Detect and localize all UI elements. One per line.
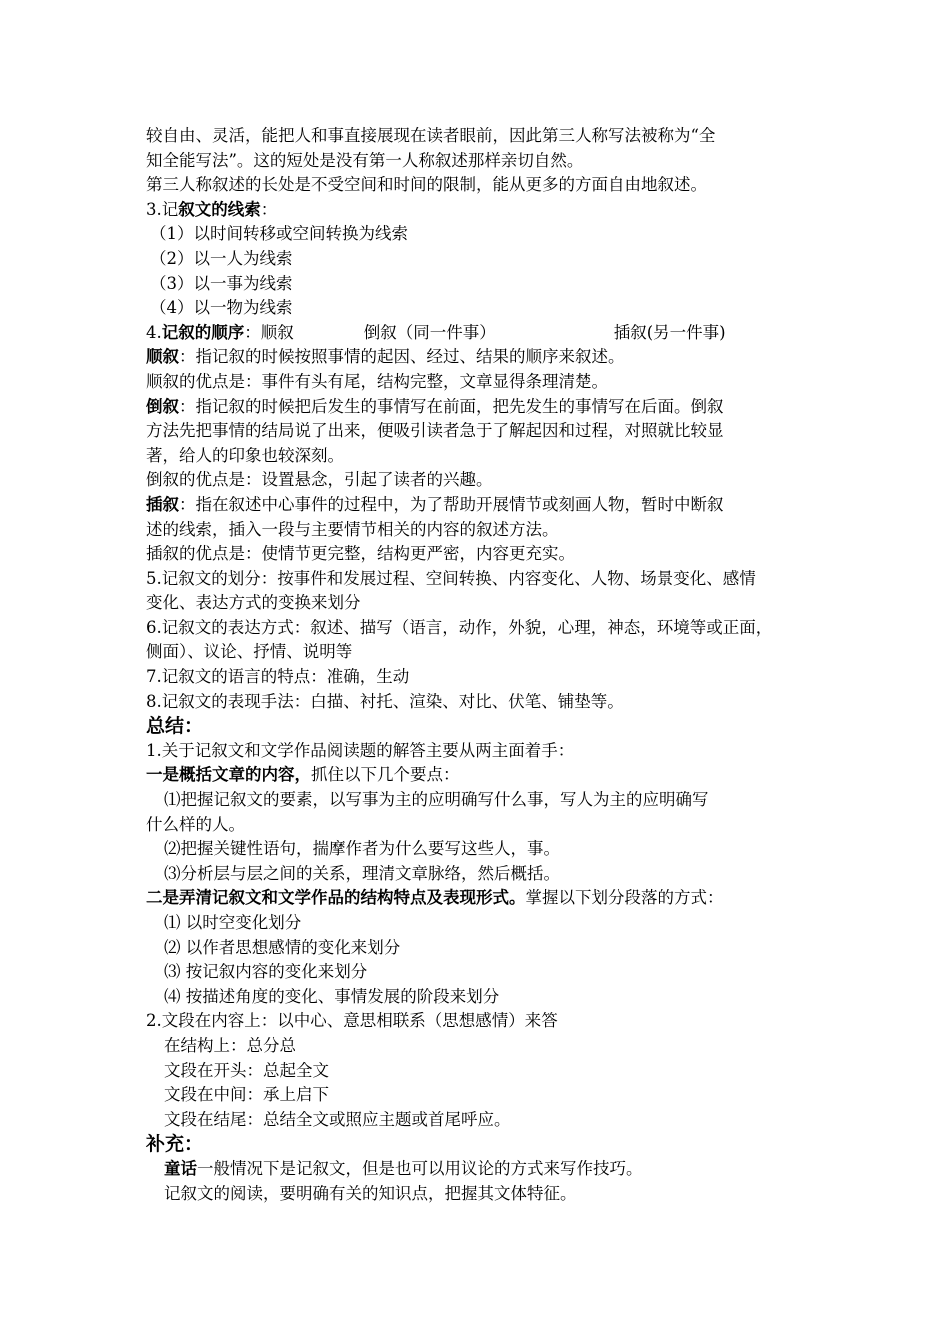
shunxu-definition <box>146 345 816 370</box>
summary-point-1: 1.关于记叙文和文学作品阅读题的解答主要从两主面着手： <box>146 740 575 760</box>
shunxu-merit: 顺叙的优点是：事件有头有尾，结构完整，文章显得条理清楚。 <box>146 371 608 391</box>
daoxu-def-text: ：指记叙的时候把后发生的事情写在前面，把先发生的事情写在后面。倒叙 <box>179 396 724 416</box>
summary-first-aspect <box>146 763 816 788</box>
fairytale-term: 童话 <box>164 1158 197 1178</box>
clues-title: 叙文的线索 <box>178 199 261 219</box>
method-4: ⑷ 按描述角度的变化、事情发展的阶段来划分 <box>164 986 500 1006</box>
intro-line-1: 较自由、灵活，能把人和事直接展现在读者眼前，因此第三人称写法被称为“全 <box>146 126 716 145</box>
daoxu-term: 倒叙 <box>146 396 179 416</box>
fairytale-text: 一般情况下是记叙文，但是也可以用议论的方式来写作技巧。 <box>197 1158 643 1178</box>
first-aspect-item-1-cont: 什么样的人。 <box>146 814 245 834</box>
chaxu-def-text: ：指在叙述中心事件的过程中，为了帮助开展情节或刻画人物，暂时中断叙 <box>179 494 724 514</box>
clue-item-1: （1）以时间转移或空间转换为线索 <box>150 224 408 244</box>
method-2: ⑵ 以作者思想感情的变化来划分 <box>164 937 401 957</box>
shunxu-term: 顺叙 <box>146 347 179 367</box>
order-number: 4. <box>146 322 162 342</box>
summary-second-aspect <box>146 886 816 911</box>
daoxu-line-2: 方法先把事情的结局说了出来，便吸引读者急于了解起因和过程，对照就比较显 <box>146 421 724 441</box>
second-aspect-text: 掌握以下划分段落的方式： <box>525 888 724 908</box>
order-heading <box>146 321 816 346</box>
daoxu-line-3: 著，给人的印象也较深刻。 <box>146 445 344 465</box>
method-3: ⑶ 按记叙内容的变化来划分 <box>164 962 368 982</box>
clue-item-2: （2）以一人为线索 <box>150 248 293 268</box>
first-aspect-item-2: ⑵把握关键性语句，揣摩作者为什么要写这些人，事。 <box>164 839 560 859</box>
daoxu-merit: 倒叙的优点是：设置悬念，引起了读者的兴趣。 <box>146 470 493 490</box>
summary-end: 文段在结尾：总结全文或照应主题或首尾呼应。 <box>164 1109 511 1129</box>
clue-item-3: （3）以一事为线索 <box>150 273 293 293</box>
shunxu-def-text: ：指记叙的时候按照事情的起因、经过、结果的顺序来叙述。 <box>179 347 625 367</box>
order-chaxu: 插叙(另一件事) <box>613 322 726 342</box>
point-6-line-1: 6.记叙文的表达方式：叙述、描写（语言，动作，外貌，心理，神态，环境等或正面， <box>146 617 773 637</box>
intro-line-3: 第三人称叙述的长处是不受空间和时间的限制，能从更多的方面自由地叙述。 <box>146 175 707 195</box>
method-1: ⑴ 以时空变化划分 <box>164 913 302 932</box>
chaxu-merit: 插叙的优点是：使情节更完整，结构更严密，内容更充实。 <box>146 544 575 564</box>
first-aspect-item-1: ⑴把握记叙文的要素，以写事为主的应明确写什么事，写人为主的应明确写 <box>164 790 709 810</box>
chaxu-line-2: 述的线索，插入一段与主要情节相关的内容的叙述方法。 <box>146 519 559 539</box>
summary-structure: 在结构上：总分总 <box>164 1035 296 1055</box>
second-aspect-title: 二是弄清记叙文和文学作品的结构特点及表现形式。 <box>146 888 526 908</box>
supplement-fairytale <box>146 1157 816 1182</box>
order-title: 记叙的顺序 <box>161 322 245 342</box>
point-6-line-2: 侧面）、议论、抒情、说明等 <box>146 642 353 662</box>
supplement-last: 记叙文的阅读，要明确有关的知识点，把握其文体特征。 <box>164 1183 577 1203</box>
point-7: 7.记叙文的语言的特点：准确，生动 <box>146 667 410 687</box>
first-aspect-item-3: ⑶分析层与层之间的关系，理清文章脉络，然后概括。 <box>164 863 560 883</box>
point-8: 8.记叙文的表现手法：白描、衬托、渲染、对比、伏笔、铺垫等。 <box>146 691 624 711</box>
order-colon: ： <box>244 322 261 342</box>
first-aspect-title: 一是概括文章的内容， <box>146 765 311 785</box>
document-page <box>146 124 816 1206</box>
daoxu-definition <box>146 395 816 420</box>
point-5-line-2: 变化、表达方式的变换来划分 <box>146 593 361 613</box>
point-5-line-1: 5.记叙文的划分：按事件和发展过程、空间转换、内容变化、人物、场景变化、感情 <box>146 568 756 588</box>
order-daoxu: 倒叙（同一件事） <box>363 322 496 342</box>
clue-item-4: （4）以一物为线索 <box>150 298 293 318</box>
clues-heading <box>146 198 816 223</box>
intro-line-2: 知全能写法”。这的短处是没有第一人称叙述那样亲切自然。 <box>146 150 584 170</box>
first-aspect-text: 抓住以下几个要点： <box>311 765 460 785</box>
summary-heading: 总结： <box>146 715 204 738</box>
clues-number: 3.记 <box>146 199 179 219</box>
chaxu-definition <box>146 493 816 518</box>
supplement-heading: 补充： <box>146 1133 204 1156</box>
summary-start: 文段在开头：总起全文 <box>164 1060 329 1080</box>
summary-middle: 文段在中间：承上启下 <box>164 1085 329 1105</box>
summary-point-2: 2.文段在内容上：以中心、意思相联系（思想感情）来答 <box>146 1011 558 1031</box>
order-shunxu: 顺叙 <box>260 322 294 342</box>
clues-colon: ： <box>260 199 278 219</box>
chaxu-term: 插叙 <box>146 494 179 514</box>
